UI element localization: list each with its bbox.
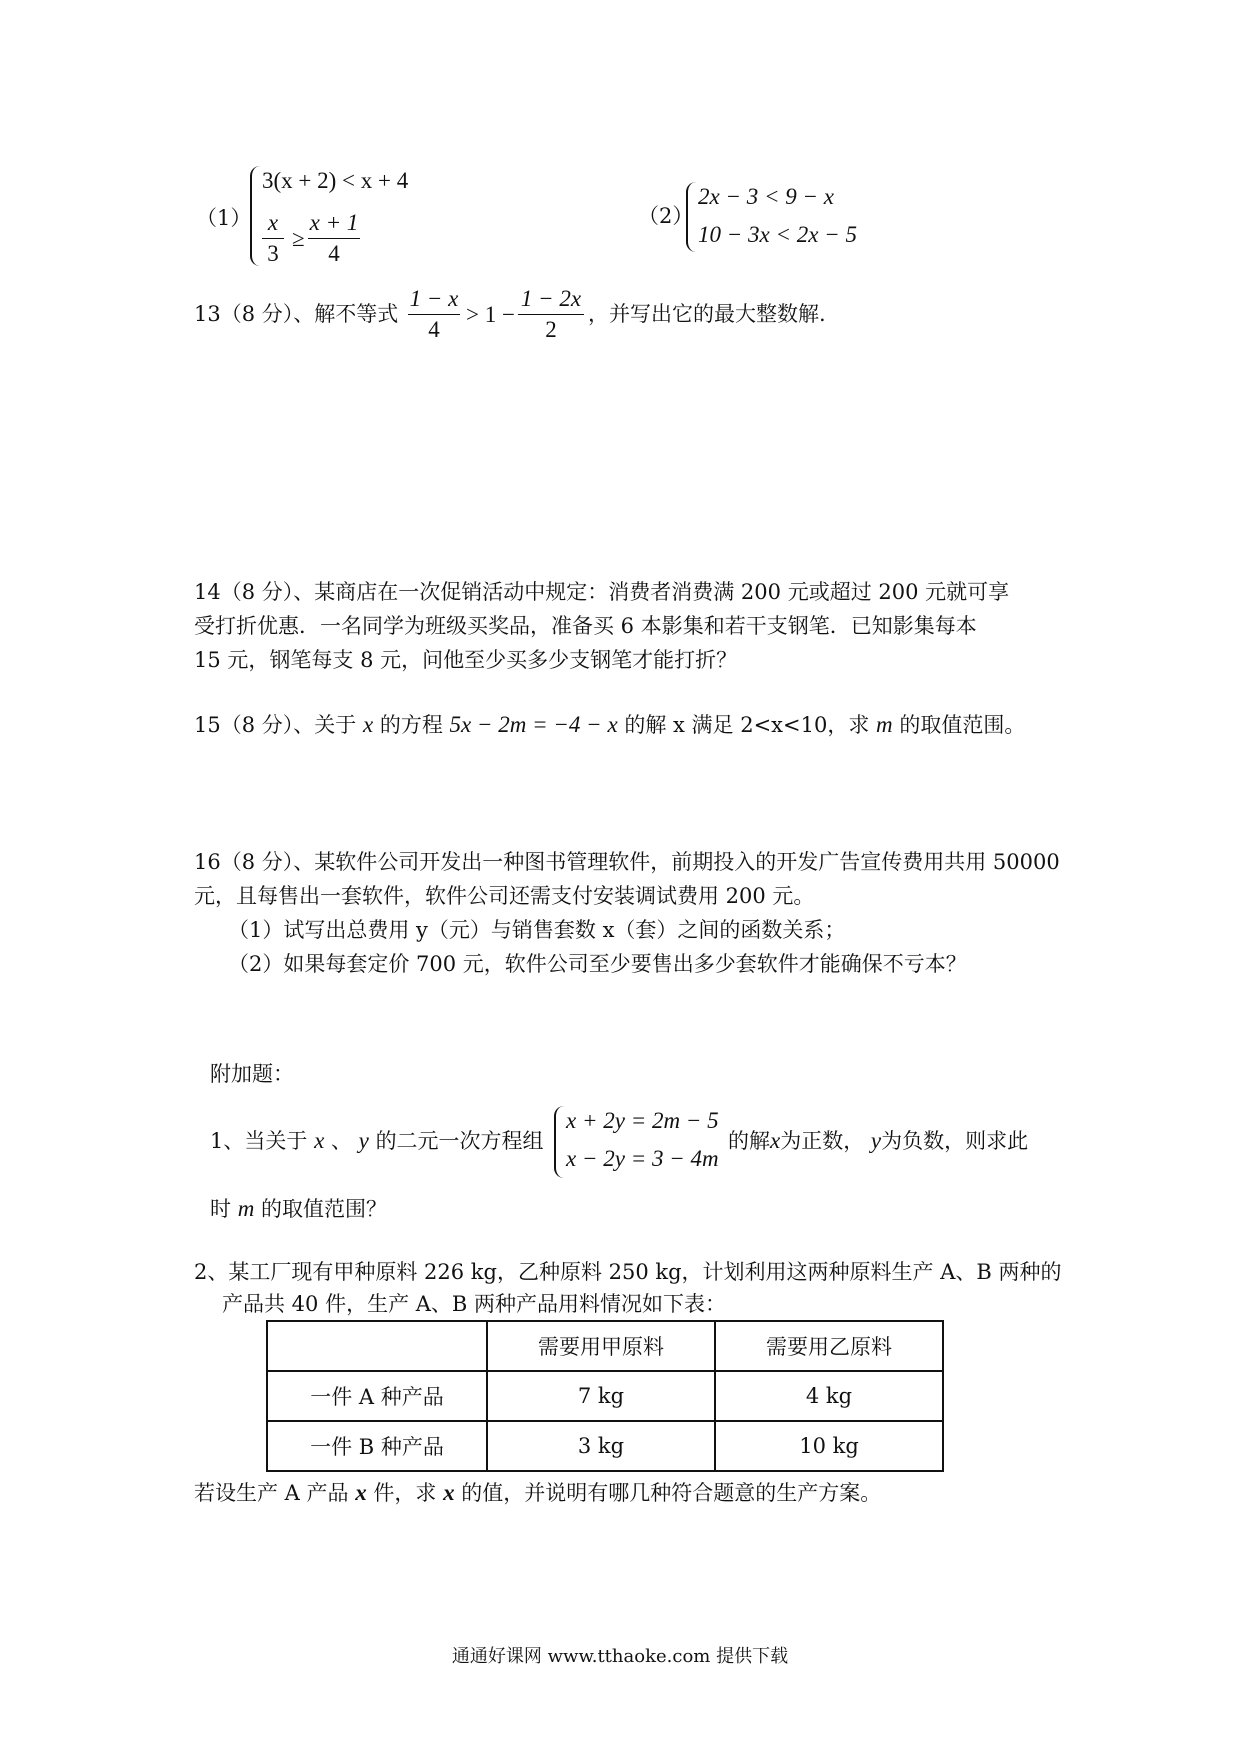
table-header-cell: [267, 1321, 487, 1371]
table-row: [267, 1371, 943, 1421]
system2-eq1: 2x − 3 < 9 − x: [698, 184, 834, 209]
system1-frac2: x + 1 4: [309, 210, 359, 266]
extra-p1-line2: 时 m 的取值范围？: [210, 1196, 387, 1221]
system2-eq2: 10 − 3x < 2x − 5: [698, 222, 857, 247]
table-cell: 10 kg: [715, 1421, 943, 1471]
system1-frac1: x 3: [262, 210, 284, 267]
q14-line1: 14（8 分）、某商店在一次促销活动中规定：消费者消费满 200 元或超过 200 元就可享: [194, 580, 1010, 604]
table-header-cell: 需要用乙原料: [715, 1321, 943, 1371]
extra-system-eq2: x − 2y = 3 − 4m: [566, 1146, 719, 1171]
q13-rhs-frac: 1 − 2x 2: [518, 286, 584, 343]
extra-p2-line1: 2、某工厂现有甲种原料 226 kg，乙种原料 250 kg，计划利用这两种原料生产 A、B 两种的: [194, 1260, 1062, 1284]
table-cell: 4 kg: [715, 1371, 943, 1421]
extra-p1-cont: 的解x为正数， y为负数，则求此: [728, 1128, 1029, 1153]
q15-line: 15（8 分）、关于 x 的方程 5x − 2m = −4 − x 的解 x 满足 2<x<10，求 m 的取值范围。: [194, 712, 1026, 737]
q16-sub2: （2）如果每套定价 700 元，软件公司至少要售出多少套软件才能确保不亏本？: [228, 952, 967, 976]
q14-line3: 15 元，钢笔每支 8 元，问他至少买多少支钢笔才能打折？: [194, 648, 738, 672]
q16-line1: 16（8 分）、某软件公司开发出一种图书管理软件，前期投入的开发广告宣传费用共用 50000: [194, 850, 1060, 874]
system1-rel: ≥: [292, 226, 305, 251]
system2-label: （2）: [638, 204, 694, 228]
q13-middle: > 1 −: [466, 302, 515, 327]
table-cell: 一件 B 种产品: [267, 1421, 487, 1471]
system1-eq1: 3(x + 2) < x + 4: [262, 168, 409, 193]
table-cell: 3 kg: [487, 1421, 715, 1471]
table-cell: 一件 A 种产品: [267, 1371, 487, 1421]
materials-table: [266, 1320, 944, 1472]
q14-line2: 受打折优惠．一名同学为班级买奖品，准备买 6 本影集和若干支钢笔．已知影集每本: [194, 614, 977, 638]
q16-line2: 元，且每售出一套软件，软件公司还需支付安装调试费用 200 元。: [194, 884, 815, 908]
q13-prefix: 13（8 分）、解不等式: [194, 302, 399, 326]
table-row: [267, 1421, 943, 1471]
extra-p1-line1: 1、当关于 x 、 y 的二元一次方程组: [210, 1128, 544, 1153]
table-header-row: [267, 1321, 943, 1371]
q16-sub1: （1）试写出总费用 y（元）与销售套数 x（套）之间的函数关系；: [228, 918, 846, 942]
page-footer: 通通好课网 www.tthaoke.com 提供下载: [451, 1646, 789, 1667]
table-cell: 7 kg: [487, 1371, 715, 1421]
extra-system-eq1: x + 2y = 2m − 5: [566, 1108, 719, 1133]
q13-suffix: ，并写出它的最大整数解.: [588, 302, 826, 326]
extra-p2-question: 若设生产 A 产品 x 件，求 x 的值，并说明有哪几种符合题意的生产方案。: [194, 1480, 882, 1505]
extra-p2-line2: 产品共 40 件，生产 A、B 两种产品用料情况如下表：: [222, 1292, 727, 1316]
system1-label: （1）: [196, 206, 252, 230]
extra-title: 附加题：: [210, 1062, 294, 1086]
table-header-cell: 需要用甲原料: [487, 1321, 715, 1371]
q13-lhs-frac: 1 − x 4: [409, 286, 459, 342]
